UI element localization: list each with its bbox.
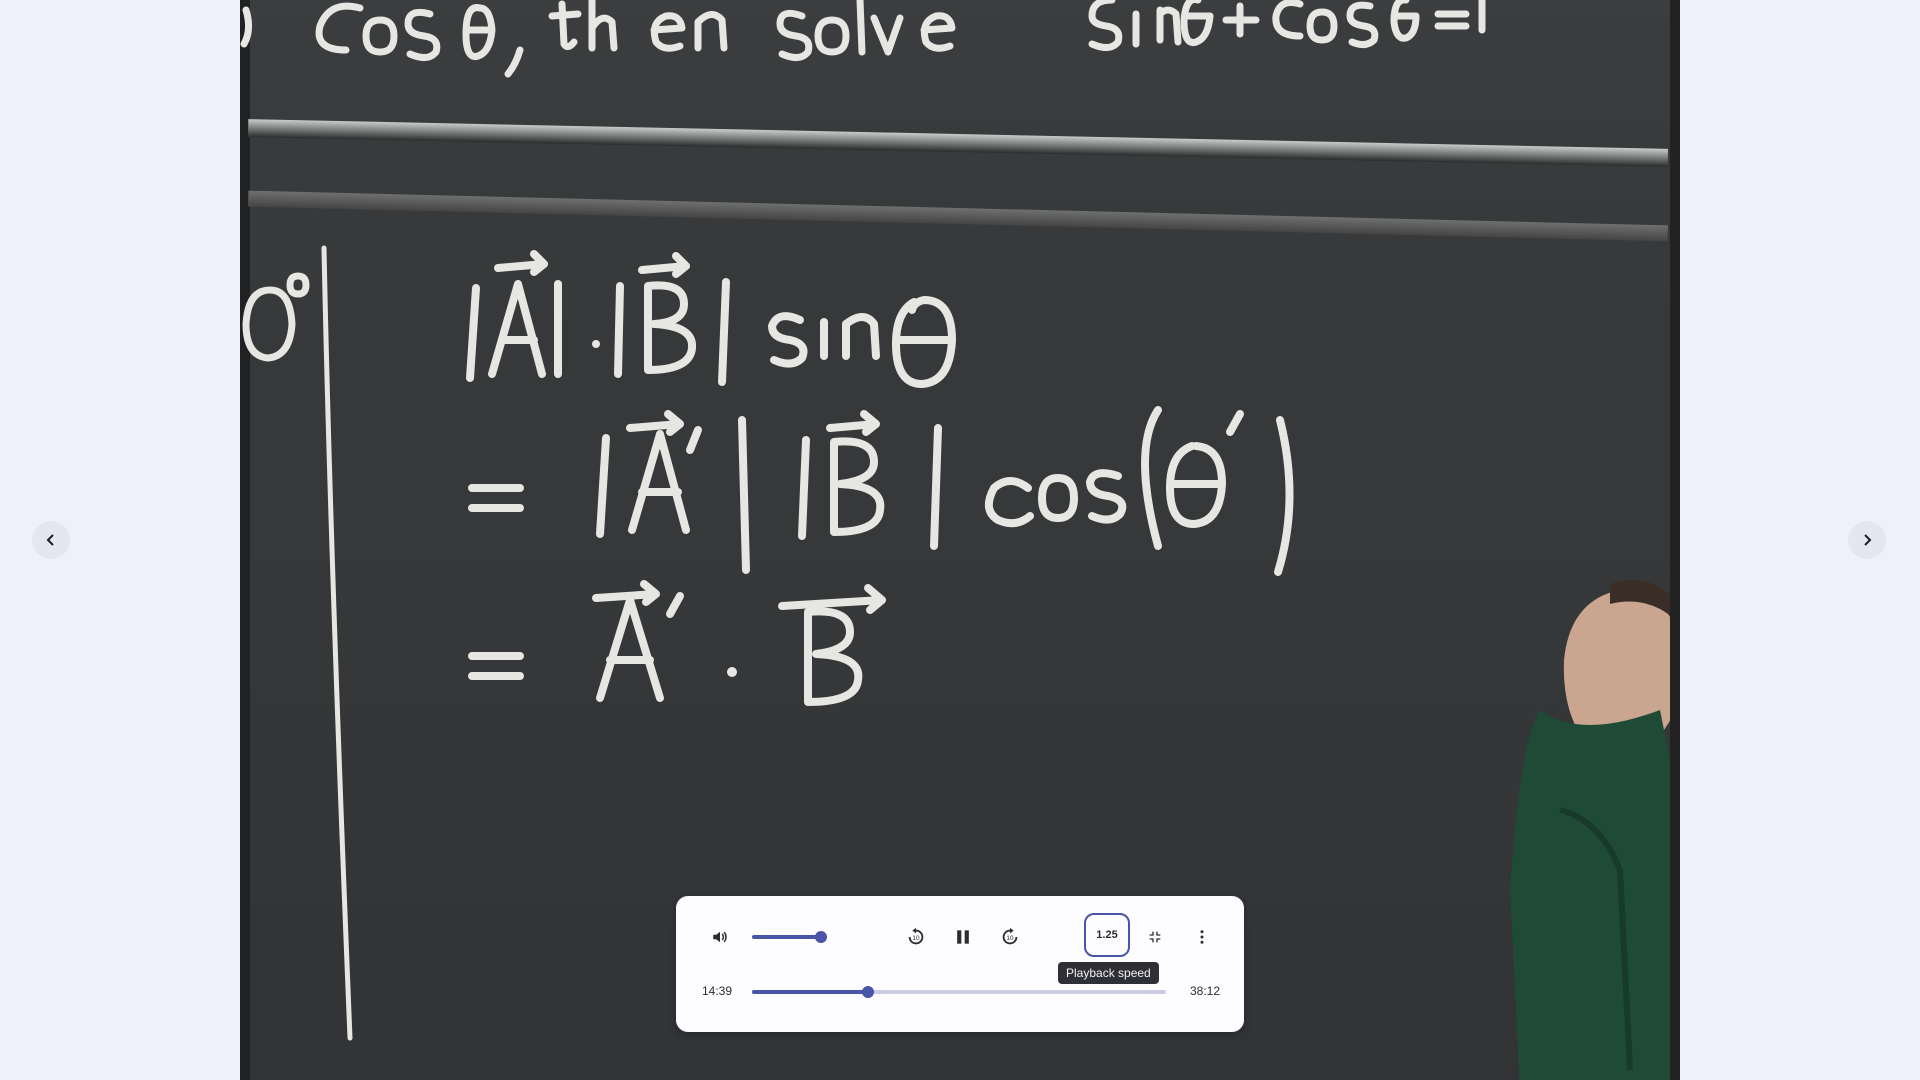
board-divider [324,248,350,1038]
forward-10-icon [999,926,1021,948]
prev-button[interactable] [32,521,70,559]
pause-button[interactable] [946,920,980,954]
seek-bar-progress [752,990,868,994]
chevron-left-icon [43,532,59,548]
volume-slider[interactable] [752,935,822,939]
seek-bar-thumb[interactable] [862,986,874,998]
board-equation-line-1 [470,254,952,384]
next-button[interactable] [1848,521,1886,559]
media-controls-panel [676,896,1244,1032]
current-time: 14:39 [702,984,733,998]
duration: 38:12 [1190,984,1221,998]
exit-fullscreen-icon [1147,929,1163,945]
more-vert-icon [1193,928,1211,946]
rewind-button[interactable] [899,920,933,954]
rewind-10-icon [905,926,927,948]
forward-button[interactable] [993,920,1027,954]
board-frame-right [1670,0,1680,1080]
board-top-line [244,0,1482,74]
exit-fullscreen-button[interactable] [1138,920,1172,954]
board-equation-line-3 [472,584,882,702]
pause-icon [953,927,973,947]
board-left-fragment [246,276,306,358]
playback-speed-value: 1.25 [1096,929,1118,941]
lecturer-figure [1500,570,1680,1080]
mute-button[interactable] [703,920,737,954]
volume-icon [711,928,729,946]
playback-speed-button[interactable] [1084,913,1130,957]
board-equation-line-2 [472,410,1290,572]
playback-speed-tooltip: Playback speed [1058,962,1159,984]
svg-text:10: 10 [912,934,920,942]
chevron-right-icon [1859,532,1875,548]
volume-slider-thumb[interactable] [815,931,827,943]
svg-text:10: 10 [1006,934,1014,942]
more-options-button[interactable] [1185,920,1219,954]
